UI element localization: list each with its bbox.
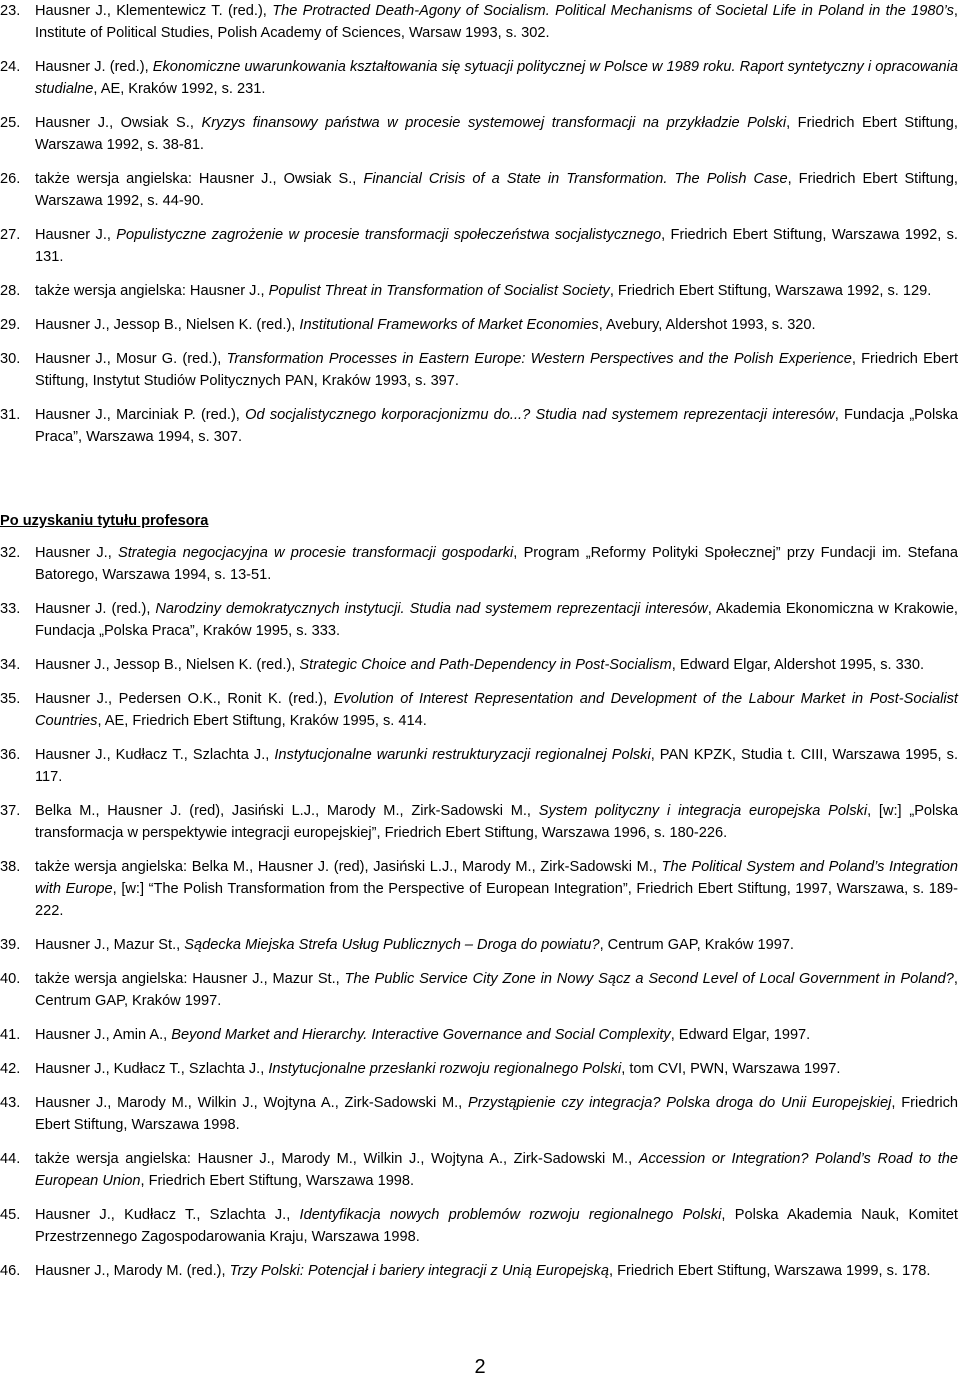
- entry-text-run: , Friedrich Ebert Stiftung, Instytut Studiów Politycznych PAN, Kraków 1993, s. 397.: [35, 351, 959, 389]
- entry-title: Instytucjonalne warunki restrukturyzacji regionalnej Polski: [274, 747, 651, 763]
- bibliography-entry: [0, 598, 958, 642]
- bibliography-entry: [0, 934, 958, 956]
- bibliography-list-part-2: [0, 542, 958, 1294]
- bibliography-entry: [0, 800, 958, 844]
- entry-text: [35, 280, 958, 302]
- entry-text: [35, 542, 958, 586]
- entry-text-run: Hausner J., Jessop B., Nielsen K. (red.),: [35, 317, 300, 333]
- entry-text-run: także wersja angielska: Belka M., Hausner J. (red), Jasiński L.J., Marody M., Zirk-Sadowski M.,: [35, 859, 662, 875]
- entry-text-run: Hausner J. (red.),: [35, 59, 153, 75]
- entry-title: The Protracted Death-Agony of Socialism. Political Mechanisms of Societal Life in Poland in the 1980’s: [272, 3, 954, 19]
- bibliography-entry: [0, 314, 958, 336]
- entry-text-run: , Friedrich Ebert Stiftung, Warszawa 1998.: [140, 1173, 415, 1189]
- entry-text: [35, 934, 958, 956]
- entry-text-run: także wersja angielska: Hausner J., Marody M., Wilkin J., Wojtyna A., Zirk-Sadowski M.,: [35, 1151, 639, 1167]
- page-number: 2: [474, 1356, 486, 1378]
- entry-number: 40.: [0, 971, 21, 987]
- entry-text-run: także wersja angielska: Hausner J.,: [35, 283, 269, 299]
- entry-title: Populistyczne zagrożenie w procesie transformacji społeczeństwa socjalistycznego: [116, 227, 662, 243]
- entry-title: Strategic Choice and Path-Dependency in Post-Socialism: [299, 657, 672, 673]
- entry-text-run: , Friedrich Ebert Stiftung, Warszawa 1992, s. 129.: [609, 283, 932, 299]
- bibliography-entry: [0, 1260, 958, 1282]
- entry-title: Instytucjonalne przesłanki rozwoju regionalnego Polski: [268, 1061, 622, 1077]
- bibliography-entry: [0, 968, 958, 1012]
- entry-text-run: Belka M., Hausner J. (red), Jasiński L.J., Marody M., Zirk-Sadowski M.,: [35, 803, 539, 819]
- entry-number: 24.: [0, 59, 21, 75]
- entry-text-run: Hausner J., Klementewicz T. (red.),: [35, 3, 273, 19]
- entry-text: [35, 314, 958, 336]
- entry-title: Od socjalistycznego korporacjonizmu do...? Studia nad systemem reprezentacji interesów: [245, 407, 835, 423]
- bibliography-entry: [0, 856, 958, 922]
- entry-number: 31.: [0, 407, 21, 423]
- entry-title: Populist Threat in Transformation of Socialist Society: [268, 283, 610, 299]
- entry-text-run: , Friedrich Ebert Stiftung, Warszawa 1999, s. 178.: [608, 1263, 931, 1279]
- entry-text-run: , Polska Akademia Nauk, Komitet Przestrzennego Zagospodarowania Kraju, Warszawa 1998.: [35, 1207, 958, 1245]
- entry-text-run: Hausner J., Mazur St.,: [35, 937, 185, 953]
- entry-text: [35, 654, 958, 676]
- entry-title: Financial Crisis of a State in Transformation. The Polish Case: [363, 171, 788, 187]
- entry-number: 43.: [0, 1095, 21, 1111]
- entry-number: 27.: [0, 227, 21, 243]
- entry-number: 23.: [0, 3, 21, 19]
- entry-text-run: także wersja angielska: Hausner J., Mazur St.,: [35, 971, 345, 987]
- entry-text: [35, 856, 958, 922]
- entry-number: 29.: [0, 317, 21, 333]
- entry-text-run: , Centrum GAP, Kraków 1997.: [35, 971, 958, 1009]
- entry-text: [35, 56, 958, 100]
- entry-text-run: , Avebury, Aldershot 1993, s. 320.: [598, 317, 816, 333]
- entry-number: 32.: [0, 545, 21, 561]
- entry-text-run: także wersja angielska: Hausner J., Owsiak S.,: [35, 171, 364, 187]
- entry-text: [35, 404, 958, 448]
- entry-text-run: Hausner J.,: [35, 227, 117, 243]
- entry-text-run: Hausner J., Pedersen O.K., Ronit K. (red.),: [35, 691, 334, 707]
- entry-text-run: , Centrum GAP, Kraków 1997.: [599, 937, 794, 953]
- entry-text-run: , tom CVI, PWN, Warszawa 1997.: [621, 1061, 841, 1077]
- entry-number: 34.: [0, 657, 21, 673]
- entry-title: Institutional Frameworks of Market Economies: [299, 317, 599, 333]
- entry-number: 33.: [0, 601, 21, 617]
- entry-text: [35, 1092, 958, 1136]
- entry-text: [35, 1058, 958, 1080]
- entry-text: [35, 1204, 958, 1248]
- entry-text-run: Hausner J., Amin A.,: [35, 1027, 172, 1043]
- bibliography-entry: [0, 542, 958, 586]
- entry-title: Przystąpienie czy integracja? Polska droga do Unii Europejskiej: [468, 1095, 892, 1111]
- entry-text-run: , AE, Friedrich Ebert Stiftung, Kraków 1995, s. 414.: [97, 713, 427, 729]
- entry-text-run: Hausner J., Owsiak S.,: [35, 115, 202, 131]
- entry-title: Accession or Integration? Poland’s Road to the European Union: [35, 1151, 958, 1189]
- bibliography-list-part-1: [0, 0, 958, 460]
- bibliography-entry: [0, 1204, 958, 1248]
- entry-text-run: Hausner J., Marody M., Wilkin J., Wojtyna A., Zirk-Sadowski M.,: [35, 1095, 469, 1111]
- entry-number: 36.: [0, 747, 21, 763]
- entry-text: [35, 800, 958, 844]
- bibliography-entry: [0, 280, 958, 302]
- entry-text-run: , Akademia Ekonomiczna w Krakowie, Fundacja „Polska Praca”, Kraków 1995, s. 333.: [35, 601, 958, 639]
- entry-number: 37.: [0, 803, 21, 819]
- entry-text-run: Hausner J., Marody M. (red.),: [35, 1263, 230, 1279]
- entry-text-run: , Friedrich Ebert Stiftung, Warszawa 1998.: [35, 1095, 958, 1133]
- bibliography-entry: [0, 1024, 958, 1046]
- entry-number: 41.: [0, 1027, 21, 1043]
- entry-title: Ekonomiczne uwarunkowania kształtowania się sytuacji politycznej w Polsce w 1989 roku. Raport syntetyczny i opracowania studialne: [35, 59, 958, 97]
- entry-title: Trzy Polski: Potencjał i bariery integracji z Unią Europejską: [229, 1263, 609, 1279]
- entry-text-run: Hausner J., Jessop B., Nielsen K. (red.),: [35, 657, 300, 673]
- entry-text-run: , PAN KPZK, Studia t. CIII, Warszawa 1995, s. 117.: [35, 747, 958, 785]
- entry-number: 25.: [0, 115, 21, 131]
- entry-title: Kryzys finansowy państwa w procesie systemowej transformacji na przykładzie Polski: [201, 115, 787, 131]
- entry-number: 38.: [0, 859, 21, 875]
- entry-number: 35.: [0, 691, 21, 707]
- bibliography-entry: [0, 168, 958, 212]
- entry-text-run: Hausner J.,: [35, 545, 118, 561]
- bibliography-entry: [0, 1148, 958, 1192]
- entry-title: Evolution of Interest Representation and Development of the Labour Market in Post-Socialist Countries: [35, 691, 958, 729]
- entry-text-run: , Friedrich Ebert Stiftung, Warszawa 1992, s. 44-90.: [35, 171, 958, 209]
- entry-title: Strategia negocjacyjna w procesie transformacji gospodarki: [118, 545, 514, 561]
- entry-text-run: , Friedrich Ebert Stiftung, Warszawa 1992, s. 38-81.: [35, 115, 958, 153]
- bibliography-entry: [0, 224, 958, 268]
- entry-text: [35, 112, 958, 156]
- entry-number: 28.: [0, 283, 21, 299]
- entry-text-run: , AE, Kraków 1992, s. 231.: [93, 81, 266, 97]
- bibliography-entry: [0, 112, 958, 156]
- entry-text: [35, 0, 958, 44]
- entry-text-run: , [w:] „Polska transformacja w perspektywie integracji europejskiej”, Friedrich Ebert Stiftung, Warszawa 1996, s. 180-226.: [35, 803, 959, 841]
- entry-title: Beyond Market and Hierarchy. Interactive Governance and Social Complexity: [171, 1027, 671, 1043]
- entry-text: [35, 224, 958, 268]
- entry-text-run: , Program „Reformy Polityki Społecznej” przy Fundacji im. Stefana Batorego, Warszawa 1994, s. 13-51.: [35, 545, 958, 583]
- bibliography-entry: [0, 1092, 958, 1136]
- bibliography-entry: [0, 348, 958, 392]
- entry-number: 26.: [0, 171, 21, 187]
- entry-number: 46.: [0, 1263, 21, 1279]
- entry-number: 45.: [0, 1207, 21, 1223]
- entry-text-run: , Edward Elgar, Aldershot 1995, s. 330.: [671, 657, 925, 673]
- entry-number: 44.: [0, 1151, 21, 1167]
- entry-text-run: Hausner J., Marciniak P. (red.),: [35, 407, 246, 423]
- entry-number: 30.: [0, 351, 21, 367]
- bibliography-entry: [0, 688, 958, 732]
- entry-text: [35, 688, 958, 732]
- entry-number: 39.: [0, 937, 21, 953]
- entry-text-run: Hausner J., Kudłacz T., Szlachta J.,: [35, 1207, 300, 1223]
- entry-text-run: Hausner J., Mosur G. (red.),: [35, 351, 227, 367]
- entry-text: [35, 968, 958, 1012]
- entry-text-run: Hausner J. (red.),: [35, 601, 156, 617]
- entry-text: [35, 1260, 958, 1282]
- bibliography-entry: [0, 1058, 958, 1080]
- entry-text-run: , Edward Elgar, 1997.: [670, 1027, 811, 1043]
- entry-number: 42.: [0, 1061, 21, 1077]
- entry-text: [35, 168, 958, 212]
- entry-title: Narodziny demokratycznych instytucji. Studia nad systemem reprezentacji interesów: [155, 601, 708, 617]
- entry-text: [35, 1024, 958, 1046]
- entry-text-run: , Fundacja „Polska Praca”, Warszawa 1994, s. 307.: [35, 407, 958, 445]
- entry-text: [35, 744, 958, 788]
- entry-title: Transformation Processes in Eastern Europe: Western Perspectives and the Polish Experience: [226, 351, 852, 367]
- bibliography-entry: [0, 654, 958, 676]
- entry-text: [35, 348, 958, 392]
- entry-text-run: , [w:] “The Polish Transformation from the Perspective of European Integration”, Friedrich Ebert Stiftung, 1997, Warszawa, s. 189-222.: [35, 881, 958, 919]
- entry-text-run: , Friedrich Ebert Stiftung, Warszawa 1992, s. 131.: [35, 227, 958, 265]
- bibliography-entry: [0, 0, 958, 44]
- bibliography-entry: [0, 56, 958, 100]
- entry-text-run: Hausner J., Kudłacz T., Szlachta J.,: [35, 747, 275, 763]
- entry-text: [35, 1148, 958, 1192]
- bibliography-entry: [0, 744, 958, 788]
- entry-title: System polityczny i integracja europejska Polski: [538, 803, 868, 819]
- entry-title: The Public Service City Zone in Nowy Sącz a Second Level of Local Government in Poland?: [344, 971, 954, 987]
- entry-text-run: Hausner J., Kudłacz T., Szlachta J.,: [35, 1061, 269, 1077]
- entry-title: Identyfikacja nowych problemów rozwoju regionalnego Polski: [299, 1207, 722, 1223]
- entry-text: [35, 598, 958, 642]
- entry-title: Sądecka Miejska Strefa Usług Publicznych – Droga do powiatu?: [184, 937, 600, 953]
- bibliography-entry: [0, 404, 958, 448]
- section-heading: Po uzyskaniu tytułu profesora: [0, 513, 209, 529]
- entry-text-run: , Institute of Political Studies, Polish Academy of Sciences, Warsaw 1993, s. 302.: [35, 3, 958, 41]
- entry-title: The Political System and Poland’s Integration with Europe: [35, 859, 958, 897]
